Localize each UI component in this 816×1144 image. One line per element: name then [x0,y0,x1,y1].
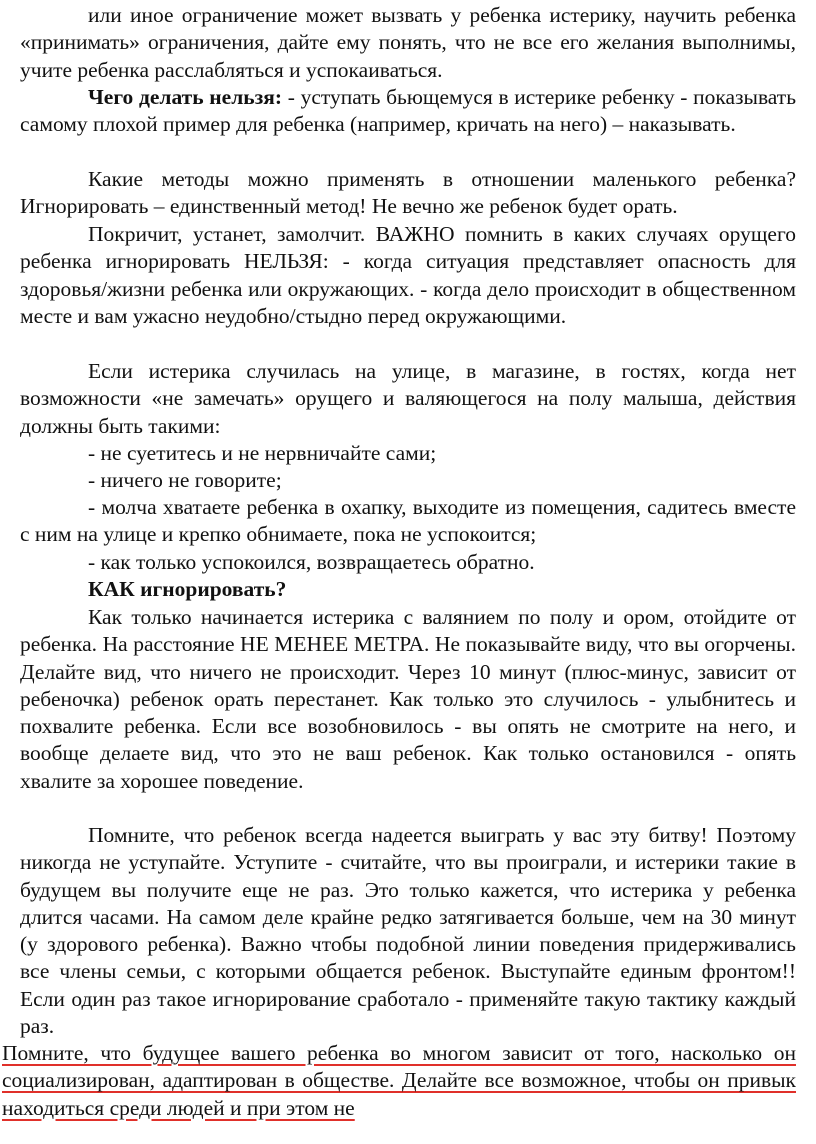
paragraph-methods: Какие методы можно применять в отношении маленького ребенка? Игнорировать – единственный метод! Не вечно же ребенок будет орать. [20,167,796,219]
dont-do-label: Чего делать нельзя: [88,85,283,109]
paragraph-text: или иное ограничение может вызвать у ребенка истерику, научить ребенка «принимать» ограничения, дайте ему понять, что не все его желания выполнимы, учите ребенка расслабляться и успокаиваться. [20,3,796,82]
list-item: - ничего не говорите; [88,468,282,492]
paragraph-remember: Помните, что ребенок всегда надеется выиграть у вас эту битву! Поэтому никогда не уступайте. Уступите - считайте, что вы проиграли, и истерики такие в будущем вы получите еще не раз. Это только кажется, что истерика у ребенка длится часами. На самом деле крайне редко затягивается больше, чем на 30 минут (у здорового ребенка). Важно чтобы подобной линии поведения придерживались все члены семьи, с которыми общается ребенок. Выступайте единым фронтом!! Если один раз такое игнорирование сработало - применяйте такую тактику каждый раз. [20,823,796,1039]
list-item: - как только успокоился, возвращаетесь обратно. [88,550,535,574]
paragraph-limits [20,2,796,84]
paragraph-when-not-ignore: Покричит, устанет, замолчит. ВАЖНО помнить в каких случаях орущего ребенка игнорировать НЕЛЬЗЯ: - когда ситуация представляет опасность для здоровья/жизни ребенка или окружающих. - когда дело происходит в общественном месте и вам ужасно неудобно/стыдно перед окружающими. [20,222,796,328]
paragraph-public-tantrum: Если истерика случилась на улице, в магазине, в гостях, когда нет возможности «не замечать» орущего и валяющегося на полу малыша, действия должны быть такими: [20,359,796,438]
paragraph-how-ignore: Как только начинается истерика с валянием по полу и ором, отойдите от ребенка. На расстояние НЕ МЕНЕЕ МЕТРА. Не показывайте виду, что вы огорчены. Делайте вид, что ничего не происходит. Через 10 минут (плюс-минус, зависит от ребеночка) ребенок орать перестанет. Как только это случилось - улыбнитесь и похвалите ребенка. Если все возобновилось - вы опять не смотрите на него, и вообще делаете вид, что это не ваш ребенок. Как только остановился - опять хвалите за хорошее поведение. [20,605,796,793]
section-heading-text: КАК игнорировать? [88,577,287,601]
list-item: - молча хватаете ребенка в охапку, выходите из помещения, садитесь вместе с ним на улице и крепко обнимаете, пока не успокоится; [20,495,796,547]
closing-paragraph [2,1040,796,1122]
section-heading [20,576,796,603]
list-item: - не суетитесь и не нервничайте сами; [88,441,437,465]
dont-do-text: - уступать бьющемуся в истерике ребенку - показывать самому плохой пример для ребенка (например, кричать на него) – наказывать. [20,85,796,137]
paragraph-dont-do [20,84,796,139]
underlined-text: Помните, что будущее вашего ребенка во многом зависит от того, насколько он социализирован, адаптирован в обществе. Делайте все возможное, чтобы он привык находиться среди людей и при этом не [2,1041,796,1120]
